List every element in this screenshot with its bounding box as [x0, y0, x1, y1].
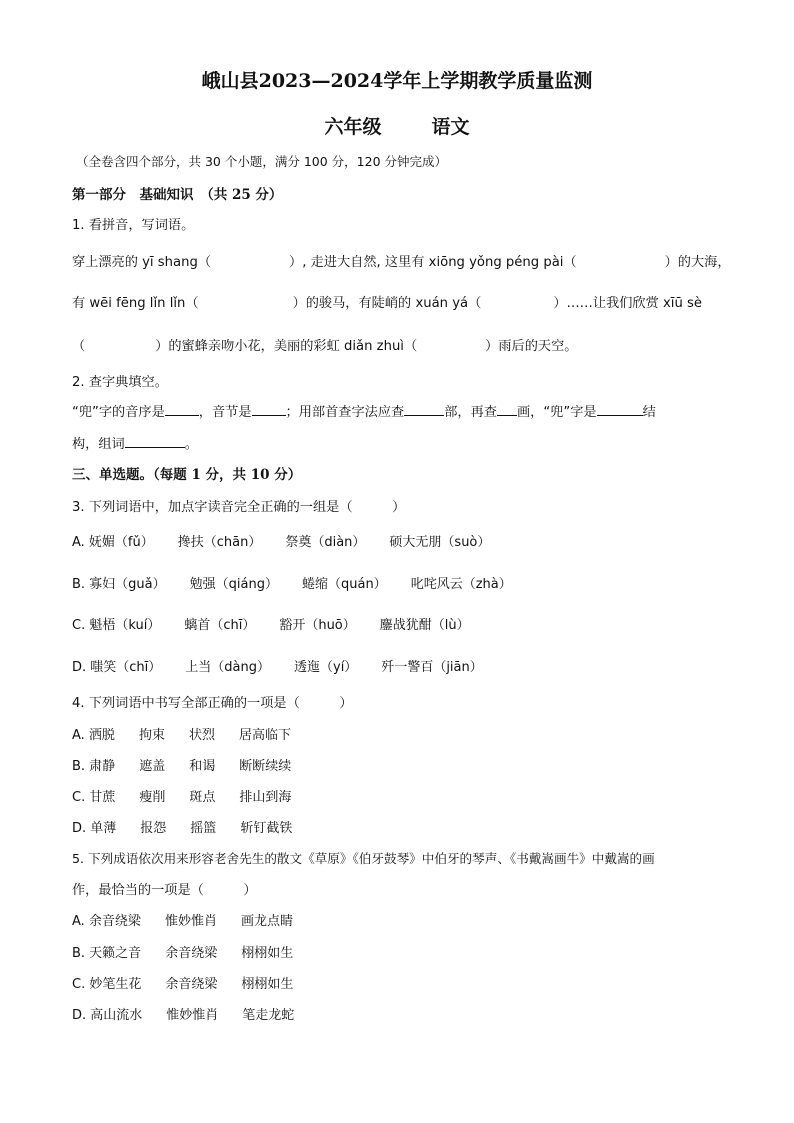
q4-option-a[interactable] — [72, 724, 291, 743]
option-term: 上当（dàng） — [185, 660, 270, 675]
option-term: 栩栩如生 — [241, 946, 294, 961]
option-term: 搀扶（chān） — [177, 535, 262, 550]
q2-line-1 — [72, 401, 656, 420]
subject-label: 语文 — [431, 116, 470, 138]
option-term: 蜷缩（quán） — [301, 577, 387, 592]
option-term: 祭奠（diàn） — [285, 535, 366, 550]
q1-text: ）……让我们欣赏 xīū sè — [553, 296, 703, 311]
q1-line-3 — [72, 335, 577, 354]
option-term: 斩钉截铁 — [240, 821, 293, 836]
q2-stem: 2. 查字典填空。 — [72, 375, 168, 390]
q1-line-1 — [72, 251, 731, 270]
answer-blank[interactable] — [252, 403, 286, 416]
option-term: 摇篮 — [190, 821, 217, 836]
option-term: C. 甘蔗 — [72, 790, 116, 805]
option-term: 斑点 — [189, 790, 216, 805]
option-term: 居高临下 — [238, 728, 291, 743]
answer-blank[interactable] — [165, 403, 199, 416]
answer-blank[interactable] — [125, 435, 185, 448]
q2-text: 部，再查 — [444, 405, 497, 420]
option-term: 鏖战犹酣（lù） — [379, 618, 470, 633]
exam-note: （全卷含四个部分，共 30 个小题，满分 100 分，120 分钟完成） — [76, 154, 447, 169]
q1-text: ）, 走进大自然, 这里有 xiōng yǒng péng pài（ — [289, 255, 577, 270]
option-term: 惟妙惟肖 — [164, 914, 217, 929]
option-term: 豁开（huō） — [279, 618, 356, 633]
q3-option-c[interactable] — [72, 614, 470, 633]
option-term: D. 单薄 — [72, 821, 117, 836]
q2-text: ；用部首查字法应查 — [285, 405, 405, 420]
q5-option-d[interactable] — [72, 1004, 294, 1023]
q2-text: 画，“兜”字是 — [516, 405, 597, 420]
option-term: A. 妩媚（fǔ） — [72, 535, 154, 550]
q5-stem-line-1: 5. 下列成语依次用来形容老舍先生的散文《草原》《伯牙鼓琴》中伯牙的琴声、《书戴嵩画牛》中戴嵩的画 — [72, 851, 655, 866]
q1-line-2 — [72, 292, 702, 311]
option-term: A. 洒脱 — [72, 728, 115, 743]
q1-text: （ — [72, 339, 86, 354]
q3-option-b[interactable] — [72, 573, 512, 592]
q2-line-2 — [72, 433, 198, 452]
q2-text: ，音节是 — [198, 405, 252, 420]
option-term: 叱咤风云（zhà） — [410, 577, 512, 592]
grade-label: 六年级 — [324, 116, 382, 138]
q2-text: 。 — [184, 437, 198, 452]
q5-option-c[interactable] — [72, 973, 293, 992]
q1-stem: 1. 看拼音，写词语。 — [72, 218, 195, 233]
option-term: 勉强（qiáng） — [189, 577, 278, 592]
q3-option-d[interactable] — [72, 656, 483, 675]
option-term: 栩栩如生 — [241, 977, 294, 992]
answer-blank[interactable] — [597, 403, 643, 416]
answer-blank[interactable] — [404, 403, 444, 416]
grade-subject — [0, 112, 794, 139]
answer-blank[interactable] — [497, 403, 517, 416]
option-term: D. 嗤笑（chī） — [72, 660, 162, 675]
q1-text: ）的骏马，有陡峭的 xuán yá（ — [292, 296, 482, 311]
option-term: B. 天籁之音 — [72, 946, 142, 961]
option-term: C. 妙笔生花 — [72, 977, 142, 992]
q2-text: 构，组词 — [72, 437, 125, 452]
q3-stem: 3. 下列词语中，加点字读音完全正确的一组是（ ） — [72, 500, 406, 515]
part3-heading: 三、单选题。（每题 1 分，共 10 分） — [72, 467, 302, 483]
option-term: 瘦削 — [139, 790, 166, 805]
option-term: 惟妙惟肖 — [166, 1008, 219, 1023]
q1-text: ）雨后的天空。 — [485, 339, 578, 354]
option-term: 硕大无朋（suò） — [389, 535, 491, 550]
q4-option-c[interactable] — [72, 786, 291, 805]
part1-heading: 第一部分 基础知识 （共 25 分） — [72, 187, 283, 203]
option-term: 断断续续 — [239, 759, 292, 774]
q5-stem-line-2: 作，最恰当的一项是（ ） — [72, 883, 257, 898]
option-term: 余音绕梁 — [165, 977, 218, 992]
option-term: 遮盖 — [139, 759, 166, 774]
option-term: D. 高山流水 — [72, 1008, 143, 1023]
option-term: 状烈 — [188, 728, 215, 743]
option-term: 拘束 — [138, 728, 165, 743]
q1-text: 有 wēi fēng lǐn lǐn（ — [72, 296, 199, 311]
option-term: 画龙点睛 — [240, 914, 293, 929]
option-term: 和谒 — [189, 759, 216, 774]
option-term: 排山到海 — [239, 790, 292, 805]
option-term: 歼一警百（jiān） — [381, 660, 483, 675]
option-term: 报怨 — [140, 821, 167, 836]
option-term: B. 肃静 — [72, 759, 116, 774]
option-term: 余音绕梁 — [165, 946, 218, 961]
option-term: 笔走龙蛇 — [242, 1008, 295, 1023]
q1-text: 穿上漂亮的 yī shang（ — [72, 255, 212, 270]
option-term: B. 寡妇（guǎ） — [72, 577, 166, 592]
q4-option-d[interactable] — [72, 817, 292, 836]
q2-text: 结 — [642, 405, 656, 420]
option-term: 螭首（chī） — [184, 618, 256, 633]
q3-option-a[interactable] — [72, 531, 490, 550]
option-term: C. 魁梧（kuí） — [72, 618, 161, 633]
exam-title: 峨山县2023—2024学年上学期教学质量监测 — [201, 70, 593, 92]
q5-option-a[interactable] — [72, 910, 293, 929]
q4-stem: 4. 下列词语中书写全部正确的一项是（ ） — [72, 696, 353, 711]
option-term: 透迤（yí） — [294, 660, 358, 675]
option-term: A. 余音绕梁 — [72, 914, 141, 929]
q1-text: ）的蜜蜂亲吻小花，美丽的彩虹 diǎn zhuì（ — [155, 339, 418, 354]
q4-option-b[interactable] — [72, 755, 291, 774]
q5-option-b[interactable] — [72, 942, 293, 961]
q1-text: ）的大海， — [664, 255, 731, 270]
q2-text: “兜”字的音序是 — [72, 405, 165, 420]
